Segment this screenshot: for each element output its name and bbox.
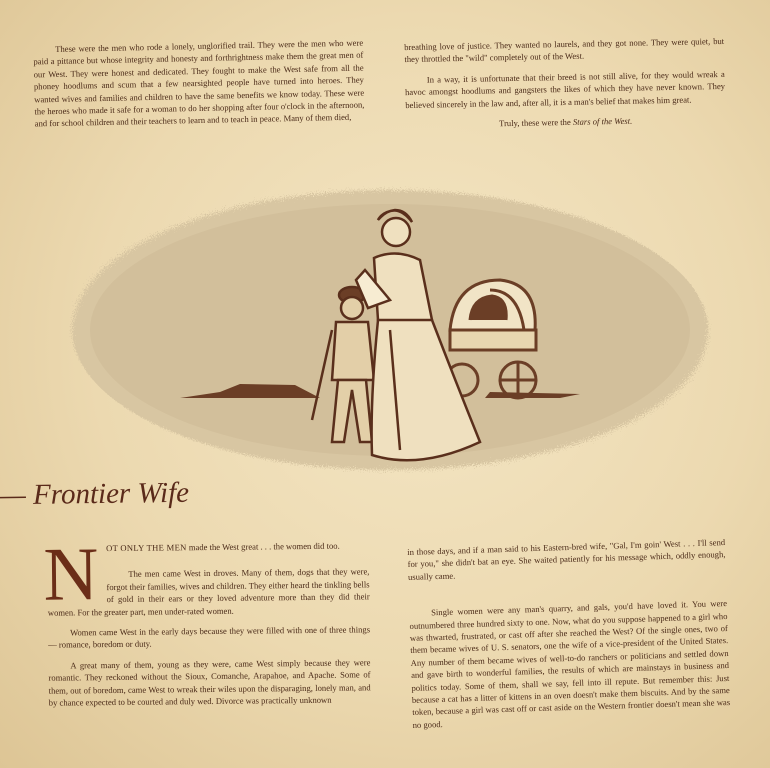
paragraph: A great many of them, young as they were, came West simply because they were romantic. They reckoned without the Sioux, Comanche, Arapahoe, and Apache. Some of them, out of boredom, came West to wreak their wiles upon the disparaging, lonely man, and by chance expected to be courted and duly wed. Divorce was practically unknown <box>48 657 371 708</box>
top-left-column <box>33 37 365 139</box>
bottom-left-column <box>42 532 371 717</box>
lead-in-caps: OT ONLY THE MEN <box>105 542 187 554</box>
top-right-column <box>404 35 726 140</box>
paragraph: Single women were any man's quarry, and gals, you'd have loved it. You were outnumbered three hundred sixty to one. Now, what do you suppose happened to a girl who was thwarted, frustrated, or cast off after she reached the West? Of the single ones, two of them became wives of U. S. senators, one the wife of a vice-president of the United States. Any number of them became wives of well-to-do ranchers or politicians and settled down and gave birth to wonderful families, the results of which are mainstays in business and politics today. Some of them, shall we say, fell into ill repute. But remember this: Just because a cat has a litter of kittens in an oven doesn't make them biscuits. And by the same token, because a girl was cast off or cast aside on the Western frontier doesn't mean she was no good. <box>409 598 731 730</box>
section-headline: — Frontier Wife <box>0 476 190 512</box>
paragraph: The men came West in droves. Many of them, dogs that they were, forgot their families, wives and children. They either heard the tinkling bells of gold in their ears or they loved adventure more than they did their women. For the greater part, men under-rated women. <box>47 566 370 618</box>
stars-of-the-west-phrase: Stars of the West. <box>572 115 633 127</box>
paragraph: breathing love of justice. They wanted no laurels, and they got none. They were quiet, but they throttled the "wild" completely out of the West. <box>404 35 725 65</box>
drop-cap: N <box>42 532 99 617</box>
closing-line <box>406 113 726 132</box>
lead-in-text: made the West great . . . the women did too. <box>186 540 340 553</box>
pioneer-woman-boy-wagon-illustration <box>60 180 720 480</box>
closing-line-text: Truly, these were the <box>498 116 573 129</box>
paragraph: These were the men who rode a lonely, unglorified trail. They were the men who were paid a pittance but whose integrity and honesty and forthrightness make them the great men of our West. They were honest and dedicated. They fought to make the West safe from all the phoney hoodlums and scum that a few nearsighted people have turned into heroes. They wanted wives and families and children to have the same benefits we know today. These were the heroes who made it safe for a woman to do her shopping after four o'clock in the afternoon, and for school children and their teachers to learn and to teach in peace. Many of them died, <box>33 37 365 129</box>
paragraph: Women came West in the early days because they were filled with one of three things — romance, boredom or duty. <box>48 624 371 651</box>
bottom-right-column <box>407 536 731 739</box>
paragraph: In a way, it is unfortunate that their breed is not still alive, for they would wreak a havoc amongst hoodlums and gangsters the likes of which they have never known. They believed sincerely in the law and, after all, it is a man's belief that makes him great. <box>404 68 726 110</box>
paragraph: in those days, and if a man said to his Eastern-bred wife, "Gal, I'm goin' West . . . I'll send for you," she didn't bat an eye. She waited patiently for his message which, oddly enough, usually came. <box>407 537 726 582</box>
